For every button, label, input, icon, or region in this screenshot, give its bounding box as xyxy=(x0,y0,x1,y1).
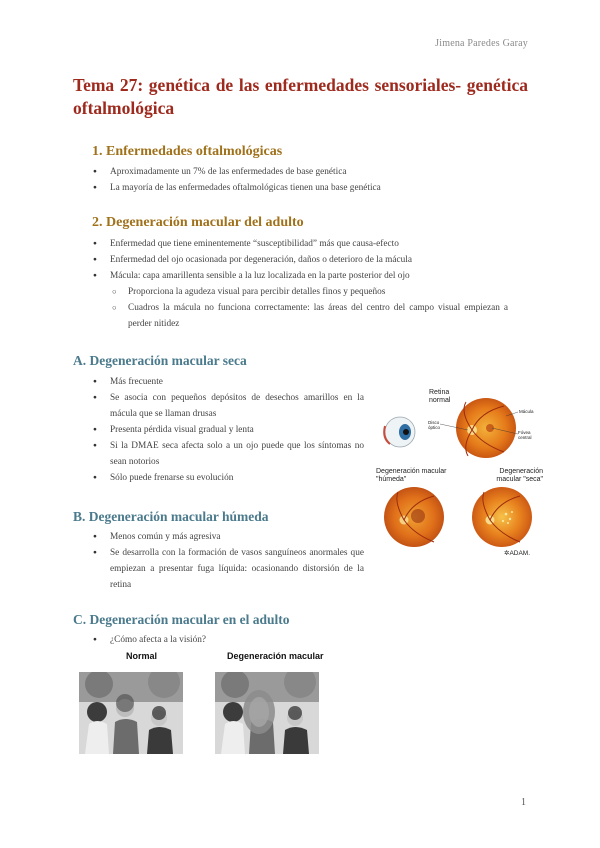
eyeball-icon xyxy=(384,417,415,447)
retina-normal-label: Retina normal xyxy=(429,389,451,404)
adam-credit: ✲ADAM. xyxy=(504,550,531,557)
list-item: ● La mayoría de las enfermedades oftalmológicas tienen una base genética xyxy=(90,180,530,196)
section-2-heading: 2. Degeneración macular del adulto xyxy=(92,215,304,230)
macular-degeneration-vision-photo xyxy=(215,672,319,754)
sub-list-item: ○ Cuadros la mácula no funciona correctamente: las áreas del centro del campo visual empiezan a perder nitidez xyxy=(110,300,508,332)
section-b-heading: B. Degeneración macular húmeda xyxy=(73,509,269,524)
section-2-sublist xyxy=(90,284,530,332)
list-item: ● Se desarrolla con la formación de vasos sanguíneos anormales que empiezan a presentar fuga líquida: ocasionando distorsión de la retina xyxy=(90,545,364,593)
fovea-central-label: Fóvea central xyxy=(518,430,532,440)
title-line-1: Tema 27: genética de las enfermedades sensoriales- genética xyxy=(73,75,528,95)
normal-retina-illustration xyxy=(456,398,516,458)
macula-label: Mácula xyxy=(519,409,534,414)
section-1-heading: 1. Enfermedades oftalmológicas xyxy=(92,144,283,159)
header-author: Jimena Paredes Garay xyxy=(435,38,528,49)
section-a-heading: A. Degeneración macular seca xyxy=(73,353,247,368)
macula-sub-bullets xyxy=(90,284,530,332)
list-item: ● Mácula: capa amarillenta sensible a la luz localizada en la parte posterior del ojo xyxy=(90,268,530,284)
list-item: ● Menos común y más agresiva xyxy=(90,529,364,545)
sub-list-item: ○ Proporciona la agudeza visual para percibir detalles finos y pequeños xyxy=(110,284,530,300)
section-a-list xyxy=(90,374,364,486)
list-item: ● Si la DMAE seca afecta solo a un ojo puede que los síntomas no sean notorios xyxy=(90,438,364,470)
section-b-list xyxy=(90,529,364,593)
dry-degeneration-retina-illustration xyxy=(472,487,532,547)
list-item: ● Enfermedad que tiene eminentemente “susceptibilidad” más que causa-efecto xyxy=(90,236,530,252)
section-1-list xyxy=(90,164,530,196)
section-2-list xyxy=(90,236,530,284)
list-item: ● Aproximadamente un 7% de las enfermedades de base genética xyxy=(90,164,530,180)
wet-degeneration-label: Degeneración macular "húmeda" xyxy=(376,468,447,483)
sublist-wrapper xyxy=(90,284,530,332)
retina-figure xyxy=(376,382,543,562)
page-title xyxy=(73,74,528,120)
section-c-list xyxy=(90,632,490,648)
normal-photo-label: Normal xyxy=(126,651,158,661)
normal-vision-photo xyxy=(79,672,183,754)
wet-degeneration-retina-illustration xyxy=(384,487,444,547)
section-c-heading: C. Degeneración macular en el adulto xyxy=(73,612,290,627)
page-number: 1 xyxy=(521,797,526,808)
list-item: ● Sólo puede frenarse su evolución xyxy=(90,470,364,486)
title-line-2: oftalmológica xyxy=(73,98,175,118)
disco-optico-label: Disco óptico xyxy=(428,420,441,430)
list-item: ● Más frecuente xyxy=(90,374,364,390)
list-item: ● Se asocia con pequeños depósitos de desechos amarillos en la mácula que se llaman drusas xyxy=(90,390,364,422)
list-item: ● Enfermedad del ojo ocasionada por degeneración, daños o deterioro de la mácula xyxy=(90,252,530,268)
degeneration-photo-label: Degeneración macular xyxy=(227,651,324,661)
list-item: ● ¿Cómo afecta a la visión? xyxy=(90,632,490,648)
list-item: ● Presenta pérdida visual gradual y lenta xyxy=(90,422,364,438)
dry-degeneration-label: Degeneración macular "seca" xyxy=(496,468,543,483)
